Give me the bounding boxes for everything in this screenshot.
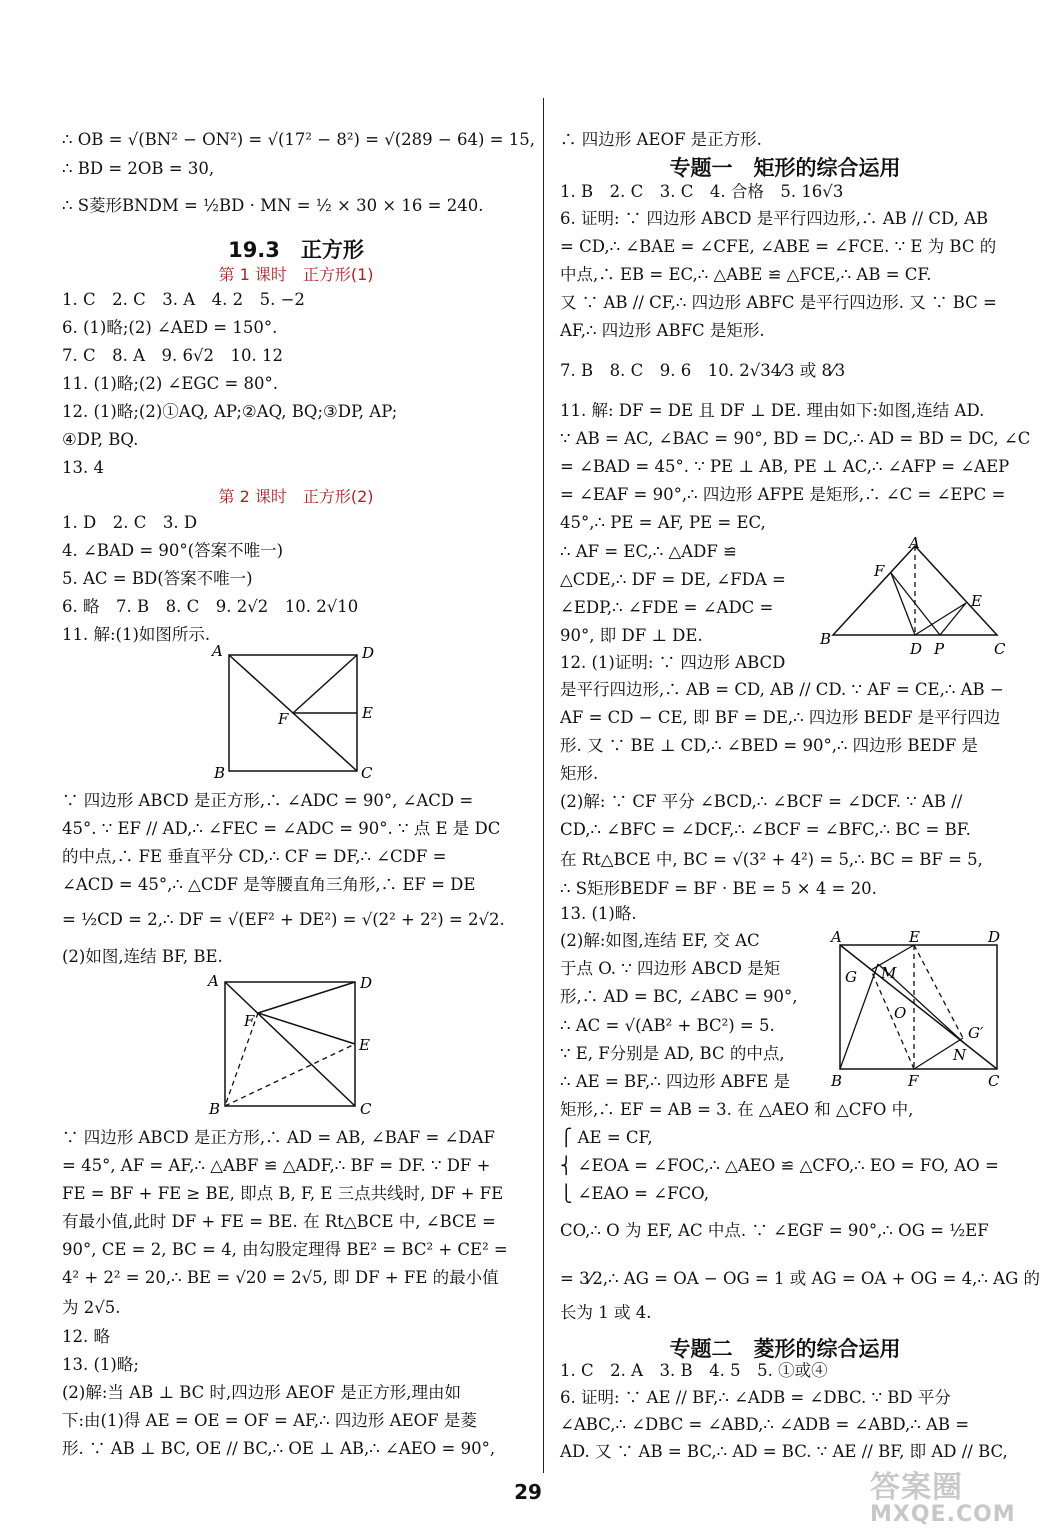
proof-line: ∴ AC = √(AB² + BC²) = 5.	[560, 1016, 775, 1035]
vertex-label: B	[214, 764, 226, 782]
proof-line: △CDE,∴ DF = DE, ∠FDA =	[560, 570, 786, 589]
answer-line: 13. 4	[62, 458, 104, 477]
answer-line: = ∠EAF = 90°,∴ 四边形 AFPE 是矩形,∴ ∠C = ∠EPC =	[560, 485, 1006, 504]
proof-line: 矩形.	[560, 764, 599, 783]
vertex-label: F	[908, 1072, 919, 1090]
answer-line: 6. 证明: ∵ AE // BF,∴ ∠ADB = ∠DBC. ∵ BD 平分	[560, 1388, 951, 1407]
proof-line: (2)解:当 AB ⊥ BC 时,四边形 AEOF 是正方形,理由如	[62, 1383, 461, 1402]
vertex-label: D	[988, 928, 1001, 946]
answer-line: 11. (1)略;(2) ∠EGC = 80°.	[62, 374, 279, 393]
proof-line: CO,∴ O 为 EF, AC 中点. ∵ ∠EGF = 90°,∴ OG = ½EF	[560, 1221, 989, 1240]
proof-line: CD,∴ ∠BFC = ∠DCF,∴ ∠BCF = ∠BFC,∴ BC = BF.	[560, 820, 971, 839]
proof-line: ∵ E, F分别是 AD, BC 的中点,	[560, 1044, 785, 1063]
vertex-label: E	[971, 592, 982, 610]
proof-line: 在 Rt△BCE 中, BC = √(3² + 4²) = 5,∴ BC = BF = 5,	[560, 850, 983, 869]
text-line: ∴ 四边形 AEOF 是正方形.	[560, 130, 762, 149]
vertex-label: B	[209, 1100, 221, 1118]
answer-line: 5. AC = BD(答案不唯一)	[62, 569, 253, 588]
vertex-label: C	[361, 764, 373, 782]
page-number: 29	[514, 1480, 542, 1504]
proof-line: 45°. ∵ EF // AD,∴ ∠FEC = ∠ADC = 90°. ∵ 点 E 是 DC	[62, 819, 501, 838]
proof-line: 形. ∵ AB ⊥ BC, OE // BC,∴ OE ⊥ AB,∴ ∠AEO = 90°,	[62, 1439, 496, 1458]
vertex-label: A	[909, 536, 920, 552]
answer-line: 11. 解: DF = DE 且 DF ⊥ DE. 理由如下:如图,连结 AD.	[560, 401, 985, 420]
text-line: ∴ BD = 2OB = 30,	[62, 159, 215, 178]
proof-line: 12. 略	[62, 1327, 110, 1346]
vertex-label: B	[831, 1072, 843, 1090]
lesson-title: 第 1 课时 正方形(1)	[218, 265, 374, 284]
rectangle-figure	[828, 926, 1010, 1092]
answer-line: 7. C 8. A 9. 6√2 10. 12	[62, 346, 283, 365]
proof-line: 12. (1)证明: ∵ 四边形 ABCD	[560, 653, 786, 672]
vertex-label: C	[988, 1072, 1000, 1090]
square-figure-1	[202, 642, 382, 782]
proof-line: 的中点,∴ FE 垂直平分 CD,∴ CF = DF,∴ ∠CDF =	[62, 847, 447, 866]
answer-line: 11. 解:(1)如图所示.	[62, 625, 211, 644]
column-divider	[543, 98, 544, 1473]
answer-line: AF,∴ 四边形 ABFC 是矩形.	[560, 321, 765, 340]
vertex-label: E	[909, 928, 920, 946]
vertex-label: G′	[968, 1024, 984, 1042]
answer-line: 6. 略 7. B 8. C 9. 2√2 10. 2√10	[62, 597, 359, 616]
answer-line: 45°,∴ PE = AF, PE = EC,	[560, 513, 766, 532]
proof-line: ⎩ ∠EAO = ∠FCO,	[560, 1184, 709, 1203]
vertex-label: A	[831, 928, 842, 946]
proof-line: 矩形,∴ EF = AB = 3. 在 △AEO 和 △CFO 中,	[560, 1100, 914, 1119]
vertex-label: C	[360, 1100, 372, 1118]
answer-line: = ∠BAD = 45°. ∵ PE ⊥ AB, PE ⊥ AC,∴ ∠AFP = ∠AEP	[560, 457, 1010, 476]
answer-line: ∠ABC,∴ ∠DBC = ∠ABD,∴ ∠ADB = ∠ABD,∴ AB =	[560, 1415, 970, 1434]
vertex-label: D	[910, 640, 923, 658]
proof-line: ∵ 四边形 ABCD 是正方形,∴ AD = AB, ∠BAF = ∠DAF	[62, 1128, 495, 1147]
proof-line: ∠EDP,∴ ∠FDE = ∠ADC =	[560, 598, 774, 617]
vertex-label: M	[881, 964, 897, 982]
vertex-label: D	[360, 974, 373, 992]
vertex-label: A	[208, 972, 219, 990]
watermark-text: 答案圈	[870, 1470, 963, 1505]
answer-line: = CD,∴ ∠BAE = ∠CFE, ∠ABE = ∠FCE. ∵ E 为 BC 的	[560, 237, 997, 256]
proof-line: ∴ AE = BF,∴ 四边形 ABFE 是	[560, 1072, 791, 1091]
answer-line: 6. 证明: ∵ 四边形 ABCD 是平行四边形,∴ AB // CD, AB	[560, 209, 989, 228]
vertex-label: D	[362, 644, 375, 662]
proof-line: 90°, CE = 2, BC = 4, 由勾股定理得 BE² = BC² + CE² =	[62, 1240, 508, 1259]
proof-line: 13. (1)略.	[560, 904, 637, 923]
proof-line: 90°, 即 DF ⊥ DE.	[560, 626, 703, 645]
proof-line: ∴ S矩形BEDF = BF · BE = 5 × 4 = 20.	[560, 879, 877, 898]
proof-line: 形. 又 ∵ BE ⊥ CD,∴ ∠BED = 90°,∴ 四边形 BEDF 是	[560, 736, 979, 755]
vertex-label: E	[359, 1036, 370, 1054]
proof-line: ⎨ ∠EOA = ∠FOC,∴ △AEO ≌ △CFO,∴ EO = FO, AO =	[560, 1156, 999, 1175]
answer-line: 1. B 2. C 3. C 4. 合格 5. 16√3	[560, 182, 844, 201]
answer-line: ∵ AB = AC, ∠BAC = 90°, BD = DC,∴ AD = BD = DC, ∠C	[560, 429, 1031, 448]
proof-line: 13. (1)略;	[62, 1355, 139, 1374]
vertex-label: O	[894, 1004, 907, 1022]
proof-line: 为 2√5.	[62, 1298, 121, 1317]
topic-title: 专题二 菱形的综合运用	[669, 1337, 901, 1361]
answer-line: 1. C 2. A 3. B 4. 5 5. ①或④	[560, 1361, 828, 1380]
answer-line: 1. C 2. C 3. A 4. 2 5. −2	[62, 290, 305, 309]
text-line: ∴ OB = √(BN² − ON²) = √(17² − 8²) = √(289 − 64) = 15,	[62, 130, 535, 149]
vertex-label: P	[934, 640, 945, 658]
proof-line: FE = BF + FE ≥ BE, 即点 B, F, E 三点共线时, DF + FE	[62, 1184, 504, 1203]
proof-line: 于点 O. ∵ 四边形 ABCD 是矩	[560, 959, 781, 978]
watermark-url: MXQE.COM	[870, 1502, 1016, 1527]
proof-line: AF = CD − CE, 即 BF = DE,∴ 四边形 BEDF 是平行四边	[560, 708, 1001, 727]
proof-line: 形,∴ AD = BC, ∠ABC = 90°,	[560, 987, 798, 1006]
proof-line: ∠ACD = 45°,∴ △CDF 是等腰直角三角形,∴ EF = DE	[62, 875, 476, 894]
proof-line: (2)解: ∵ CF 平分 ∠BCD,∴ ∠BCF = ∠DCF. ∵ AB //	[560, 792, 963, 811]
section-title: 19.3 正方形	[228, 238, 364, 262]
answer-line: 6. (1)略;(2) ∠AED = 150°.	[62, 318, 278, 337]
proof-line: ∴ AF = EC,∴ △ADF ≌	[560, 542, 737, 561]
proof-line: (2)如图,连结 BF, BE.	[62, 947, 223, 966]
answer-line: 中点,∴ EB = EC,∴ △ABE ≌ △FCE,∴ AB = CF.	[560, 265, 932, 284]
vertex-label: E	[362, 704, 373, 722]
text-line: ∴ S菱形BNDM = ½BD · MN = ½ × 30 × 16 = 240.	[62, 196, 484, 215]
vertex-label: C	[994, 640, 1006, 658]
proof-line: 长为 1 或 4.	[560, 1303, 652, 1322]
proof-line: = ½CD = 2,∴ DF = √(EF² + DE²) = √(2² + 2²) = 2√2.	[62, 910, 505, 929]
proof-line: (2)解:如图,连结 EF, 交 AC	[560, 931, 760, 950]
answer-line: 又 ∵ AB // CF,∴ 四边形 ABFC 是平行四边形. 又 ∵ BC =	[560, 293, 997, 312]
triangle-figure	[812, 536, 1008, 662]
proof-line: ∵ 四边形 ABCD 是正方形,∴ ∠ADC = 90°, ∠ACD =	[62, 791, 474, 810]
answer-line: 1. D 2. C 3. D	[62, 513, 198, 532]
vertex-label: A	[212, 642, 223, 660]
watermark-logo	[870, 1462, 1016, 1527]
answer-line: 12. (1)略;(2)①AQ, AP;②AQ, BQ;③DP, AP;	[62, 402, 398, 421]
answer-line: 7. B 8. C 9. 6 10. 2√34⁄3 或 8⁄3	[560, 361, 846, 380]
vertex-label: B	[820, 630, 832, 648]
answer-line: 4. ∠BAD = 90°(答案不唯一)	[62, 541, 284, 560]
proof-line: ⎧ AE = CF,	[560, 1128, 653, 1147]
proof-line: = 3⁄2,∴ AG = OA − OG = 1 或 AG = OA + OG = 4,∴ AG 的	[560, 1269, 1041, 1288]
proof-line: = 45°, AF = AF,∴ △ABF ≌ △ADF,∴ BF = DF. ∵ DF +	[62, 1156, 491, 1175]
proof-line: 是平行四边形,∴ AB = CD, AB // CD. ∵ AF = CE,∴ AB −	[560, 680, 1004, 699]
square-figure-2	[200, 968, 380, 1118]
vertex-label: F	[874, 562, 885, 580]
vertex-label: F	[244, 1012, 255, 1030]
vertex-label: N	[953, 1046, 967, 1064]
topic-title: 专题一 矩形的综合运用	[669, 156, 901, 180]
proof-line: 下:由(1)得 AE = OE = OF = AF,∴ 四边形 AEOF 是菱	[62, 1411, 477, 1430]
vertex-label: F	[278, 710, 289, 728]
proof-line: 有最小值,此时 DF + FE = BE. 在 Rt△BCE 中, ∠BCE =	[62, 1212, 496, 1231]
proof-line: 4² + 2² = 20,∴ BE = √20 = 2√5, 即 DF + FE 的最小值	[62, 1268, 499, 1287]
lesson-title: 第 2 课时 正方形(2)	[218, 487, 374, 506]
answer-line: ④DP, BQ.	[62, 430, 139, 449]
answer-line: AD. 又 ∵ AB = BC,∴ AD = BC. ∵ AE // BF, 即 AD // BC,	[560, 1442, 1008, 1461]
vertex-label: G	[845, 968, 857, 986]
